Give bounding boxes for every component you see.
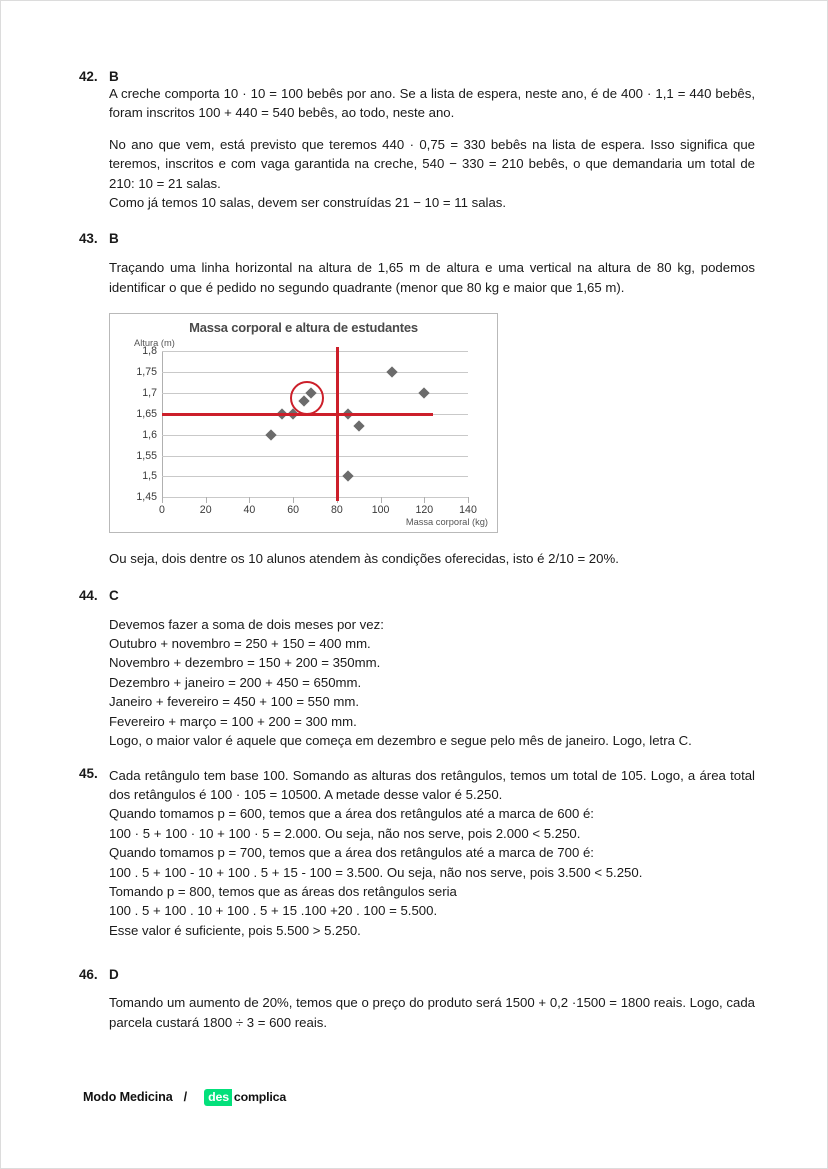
chart-y-axis-title: Altura (m): [134, 338, 175, 349]
item-44-line: Logo, o maior valor é aquele que começa em dezembro e segue pelo mês de janeiro. Logo, letra C.: [109, 733, 692, 749]
chart-x-tick: [206, 497, 207, 503]
item-45-body: [109, 766, 755, 941]
item-45-line: Tomando p = 800, temos que as áreas dos retângulos seria: [109, 883, 457, 899]
answer-item-42: [79, 69, 755, 212]
descomplica-logo: [204, 1089, 289, 1106]
item-46-body: [109, 993, 755, 1032]
item-45-line: 100 . 5 + 100 . 10 + 100 . 5 + 15 .100 +20 . 100 = 5.500.: [109, 903, 438, 919]
scatter-chart: [109, 313, 498, 533]
item-44-heading: [79, 588, 755, 603]
item-42-letter: B: [109, 69, 119, 84]
chart-y-tick-label: 1,55: [136, 449, 157, 462]
item-44-line: Dezembro + janeiro = 200 + 450 = 650mm.: [109, 674, 362, 690]
chart-highlight-circle: [290, 381, 324, 415]
item-44-body: [109, 615, 755, 751]
chart-x-tick-label: 20: [199, 504, 212, 517]
item-43-conclusion-wrap: [109, 549, 755, 568]
chart-x-tick-label: 140: [459, 504, 477, 517]
item-44-line: Janeiro + fevereiro = 450 + 100 = 550 mm.: [109, 694, 359, 710]
item-44-letter: C: [109, 587, 119, 603]
chart-x-axis-title: Massa corporal (kg): [405, 517, 488, 528]
item-46-heading: [79, 967, 755, 982]
document-content: [79, 69, 755, 1032]
chart-gridline: [162, 476, 468, 477]
item-45-line: Esse valor é suficiente, pois 5.500 > 5.250.: [109, 922, 361, 938]
item-43-intro: Traçando uma linha horizontal na altura de 1,65 m de altura e uma vertical na altura de 80 kg, podemos identificar o que é pedido no segundo quadrante (menor que 80 kg e maior que 1,65 m).: [109, 260, 755, 295]
spacer: [79, 751, 755, 766]
item-45-line: Quando tomamos p = 700, temos que a área dos retângulos até a marca de 700 é:: [109, 845, 594, 861]
chart-vertical-reference-line: [336, 347, 339, 501]
chart-horizontal-reference-line: [162, 413, 433, 416]
item-45-number: 45.: [79, 765, 98, 781]
item-45-line: 100 · 5 + 100 · 10 + 100 · 5 = 2.000. Ou seja, não nos serve, pois 2.000 < 5.250.: [109, 825, 581, 841]
item-46-line: Tomando um aumento de 20%, temos que o preço do produto será 1500 + 0,2 ·1500 = 1800 reais. Logo, cada parcela custará 1800 ÷ 3 = 600 reais.: [109, 995, 755, 1030]
spacer: [79, 940, 755, 967]
chart-data-point: [266, 429, 277, 440]
descomplica-logo-text: complica: [233, 1089, 287, 1104]
item-43-conclusion: Ou seja, dois dentre os 10 alunos atendem às condições oferecidas, isto é 2/10 = 20%.: [109, 551, 619, 567]
item-42-paragraph-1: A creche comporta 10 · 10 = 100 bebês por ano. Se a lista de espera, neste ano, é de 400 · 1,1 = 440 bebês, foram inscritos 100 + 440 = 540 bebês, ao todo, neste ano.: [109, 86, 755, 121]
chart-plot-area: [136, 345, 477, 517]
item-45-line: Quando tomamos p = 600, temos que a área dos retângulos até a marca de 600 é:: [109, 806, 594, 822]
answer-item-45: [79, 766, 755, 941]
item-43-letter: B: [109, 231, 119, 247]
chart-gridline: [162, 351, 468, 352]
item-46-number: 46.: [79, 967, 98, 983]
item-44-line: Novembro + dezembro = 150 + 200 = 350mm.: [109, 655, 381, 671]
chart-gridline: [162, 435, 468, 436]
item-43-body: [109, 258, 755, 297]
chart-data-point: [342, 471, 353, 482]
spacer: [79, 212, 755, 231]
item-43-number: 43.: [79, 231, 98, 247]
chart-x-tick-label: 80: [330, 504, 343, 517]
chart-x-tick: [381, 497, 382, 503]
answer-item-43: [79, 231, 755, 568]
item-42-paragraph-3: Como já temos 10 salas, devem ser construídas 21 − 10 = 11 salas.: [109, 195, 507, 211]
footer-brand-name: Modo Medicina: [83, 1090, 173, 1105]
chart-data-point: [353, 421, 364, 432]
chart-y-tick-label: 1,45: [136, 491, 157, 504]
item-42-paragraph-2: No ano que vem, está previsto que teremos 440 · 0,75 = 330 bebês na lista de espera. Isso significa que teremos, inscritos e com vaga garantida na creche, 540 − 330 = 210 bebês, o que demandaria um total de 210: 10 = 21 salas.: [109, 136, 755, 191]
chart-container: [109, 313, 755, 533]
item-42-number: 42.: [79, 69, 98, 84]
item-44-number: 44.: [79, 587, 98, 603]
item-45-line: 100 . 5 + 100 - 10 + 100 . 5 + 15 - 100 = 3.500. Ou seja, não nos serve, pois 3.500 < 5.250.: [109, 864, 643, 880]
descomplica-logo-badge: des: [204, 1089, 232, 1106]
item-45-line: Cada retângulo tem base 100. Somando as alturas dos retângulos, temos um total de 105. Logo, a área total dos retângulos é 100 · 105 = 10500. A metade desse valor é 5.250.: [109, 767, 755, 802]
chart-x-tick-label: 120: [415, 504, 434, 517]
chart-gridline: [162, 497, 468, 498]
chart-x-tick: [162, 497, 163, 503]
chart-gridline: [162, 372, 468, 373]
item-44-line: Fevereiro + março = 100 + 200 = 300 mm.: [109, 713, 357, 729]
item-46-letter: D: [109, 967, 119, 983]
item-43-heading: [79, 231, 755, 246]
chart-title: Massa corporal e altura de estudantes: [189, 320, 418, 336]
answer-item-44: [79, 588, 755, 751]
chart-y-tick-label: 1,65: [136, 407, 157, 420]
chart-y-tick-label: 1,7: [142, 386, 157, 399]
chart-y-tick-label: 1,5: [142, 470, 157, 483]
chart-x-tick-label: 0: [159, 504, 165, 517]
page-footer: [83, 1089, 289, 1106]
chart-x-tick-label: 40: [243, 504, 256, 517]
chart-y-tick-label: 1,6: [142, 428, 157, 441]
chart-y-tick-label: 1,75: [136, 366, 157, 379]
chart-y-axis-line: [162, 351, 163, 503]
item-44-line: Devemos fazer a soma de dois meses por vez:: [109, 616, 384, 632]
chart-x-tick: [293, 497, 294, 503]
answer-item-46: [79, 967, 755, 1032]
chart-y-tick-label: 1,8: [142, 345, 157, 358]
chart-x-tick: [424, 497, 425, 503]
chart-data-point: [419, 387, 430, 398]
chart-x-tick: [468, 497, 469, 503]
chart-gridline: [162, 456, 468, 457]
item-42-heading: [79, 69, 755, 84]
chart-data-point: [386, 366, 397, 377]
item-44-line: Outubro + novembro = 250 + 150 = 400 mm.: [109, 636, 371, 652]
chart-x-tick: [249, 497, 250, 503]
chart-x-tick-label: 60: [287, 504, 300, 517]
spacer: [79, 569, 755, 588]
item-42-body: [109, 84, 755, 212]
footer-separator: /: [183, 1090, 188, 1105]
chart-x-tick-label: 100: [371, 504, 390, 517]
